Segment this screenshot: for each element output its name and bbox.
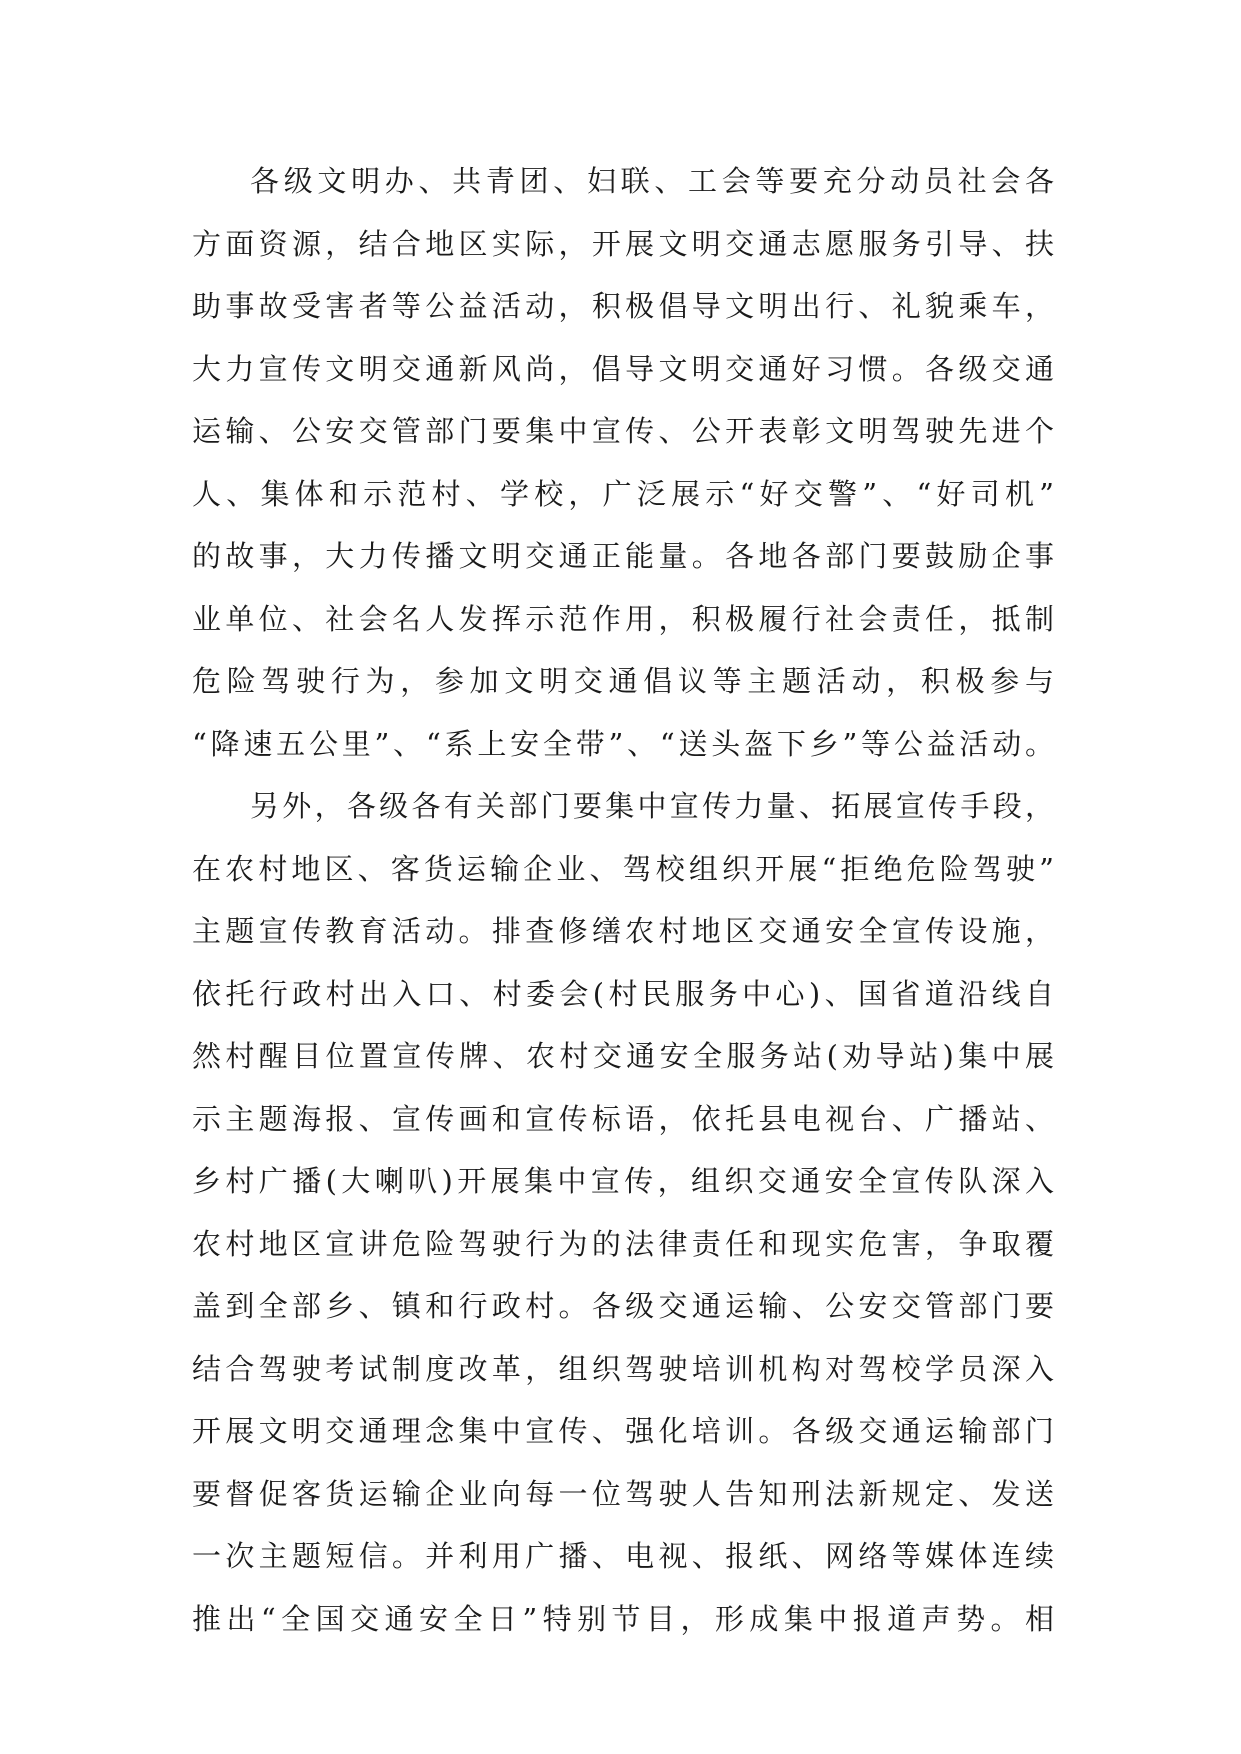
text-line: 方面资源，结合地区实际，开展文明交通志愿服务引导、扶: [192, 226, 1054, 261]
document-body: [192, 150, 1054, 1650]
text-line: 业单位、社会名人发挥示范作用，积极履行社会责任，抵制: [192, 601, 1054, 636]
text-line: 然村醒目位置宣传牌、农村交通安全服务站(劝导站)集中展: [192, 1039, 1054, 1073]
paragraph: [192, 150, 1054, 775]
text-line: 危险驾驶行为，参加文明交通倡议等主题活动，积极参与: [192, 664, 1054, 698]
text-line: 运输、公安交管部门要集中宣传、公开表彰文明驾驶先进个: [192, 414, 1054, 448]
text-line: 一次主题短信。并利用广播、电视、报纸、网络等媒体连续: [192, 1539, 1054, 1573]
text-line: 助事故受害者等公益活动，积极倡导文明出行、礼貌乘车，: [192, 289, 1054, 323]
text-line: 的故事，大力传播文明交通正能量。各地各部门要鼓励企事: [192, 539, 1054, 573]
text-line: 另外，各级各有关部门要集中宣传力量、拓展宣传手段，: [250, 789, 1054, 823]
text-line: 各级文明办、共青团、妇联、工会等要充分动员社会各: [250, 164, 1054, 198]
text-line: 乡村广播(大喇叭)开展集中宣传，组织交通安全宣传队深入: [192, 1164, 1054, 1198]
text-line: 结合驾驶考试制度改革，组织驾驶培训机构对驾校学员深入: [192, 1351, 1054, 1386]
text-line: 示主题海报、宣传画和宣传标语，依托县电视台、广播站、: [192, 1101, 1054, 1136]
text-line: 人、集体和示范村、学校，广泛展示“好交警”、“好司机”: [192, 476, 1054, 511]
text-line: “降速五公里”、“系上安全带”、“送头盔下乡”等公益活动。: [192, 726, 1054, 761]
text-line: 在农村地区、客货运输企业、驾校组织开展“拒绝危险驾驶”: [192, 851, 1054, 886]
text-line: 大力宣传文明交通新风尚，倡导文明交通好习惯。各级交通: [192, 351, 1054, 386]
text-line: 推出“全国交通安全日”特别节目，形成集中报道声势。相: [192, 1601, 1054, 1636]
text-line: 开展文明交通理念集中宣传、强化培训。各级交通运输部门: [192, 1414, 1054, 1448]
text-line: 农村地区宣讲危险驾驶行为的法律责任和现实危害，争取覆: [192, 1226, 1054, 1261]
text-line: 要督促客货运输企业向每一位驾驶人告知刑法新规定、发送: [192, 1476, 1054, 1511]
text-line: 盖到全部乡、镇和行政村。各级交通运输、公安交管部门要: [192, 1289, 1054, 1323]
paragraph: [192, 775, 1054, 1650]
text-line: 主题宣传教育活动。排查修缮农村地区交通安全宣传设施，: [192, 914, 1054, 948]
text-line: 依托行政村出入口、村委会(村民服务中心)、国省道沿线自: [192, 976, 1054, 1011]
